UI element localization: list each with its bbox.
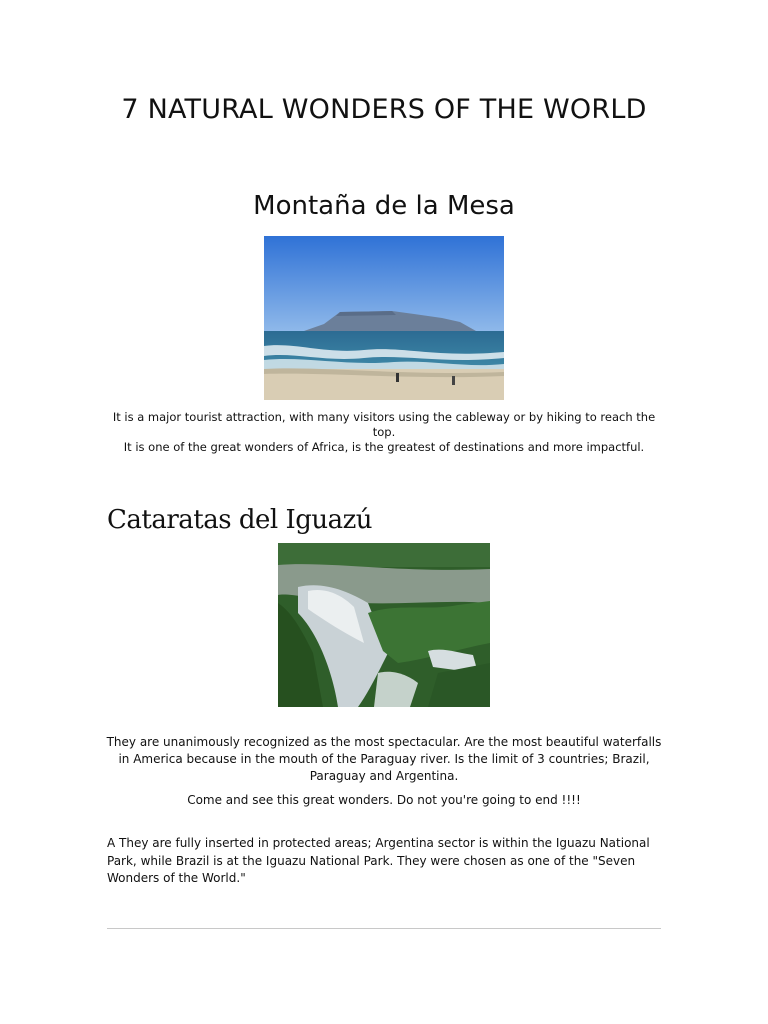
iguazu-falls-photo (278, 543, 490, 707)
table-mountain-paragraph-2: It is one of the great wonders of Africa, is the greatest of destinations and more impactful. (123, 440, 645, 454)
table-mountain-paragraph-1: It is a major tourist attraction, with many visitors using the cableway or by hiking to reach the top. (112, 410, 656, 439)
iguazu-paragraph-2: Come and see this great wonders. Do not you're going to end !!!! (187, 793, 581, 807)
iguazu-paragraph-3: A They are fully inserted in protected areas; Argentina sector is within the Iguazu National Park, while Brazil is at the Iguazu National Park. They were chosen as one of the "Seven Wonders of the World." (107, 836, 650, 885)
document-title: 7 NATURAL WONDERS OF THE WORLD (121, 94, 647, 125)
iguazu-paragraph-1: They are unanimously recognized as the most spectacular. Are the most beautiful waterfalls in America because in the mouth of the Paraguay river. Is the limit of 3 countries; Brazil, Paraguay and Argentina. (106, 735, 662, 783)
horizontal-divider (107, 928, 661, 929)
table-mountain-photo (264, 236, 504, 400)
section-heading-iguazu-falls: Cataratas del Iguazú (107, 505, 373, 535)
section-heading-table-mountain: Montaña de la Mesa (253, 191, 515, 221)
table-mountain-description (108, 410, 660, 455)
